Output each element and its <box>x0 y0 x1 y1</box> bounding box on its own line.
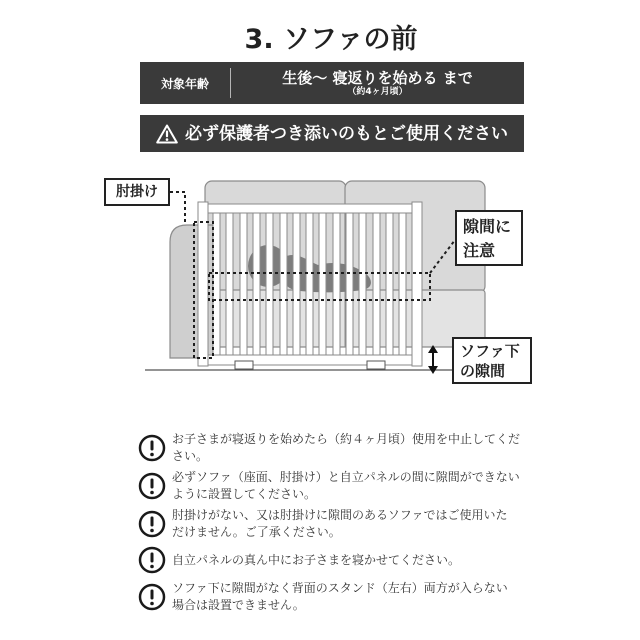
gate-top-rail <box>198 204 422 213</box>
gate-post-right <box>412 202 422 366</box>
gate-bar <box>280 213 287 355</box>
exclamation-circle-icon <box>138 472 166 500</box>
gate-bar <box>306 213 313 355</box>
target-age-banner <box>140 62 524 104</box>
exclamation-circle-icon <box>138 434 166 462</box>
note-text <box>172 431 520 465</box>
warning-triangle-icon <box>156 124 178 144</box>
gap-caution-callout-line: 隙間に <box>463 217 512 236</box>
gate-bar <box>293 213 300 355</box>
note-line: お子さまが寝返りを始めたら（約４ヶ月頃）使用を中止してくだ <box>172 432 521 446</box>
note-text <box>172 552 460 569</box>
gate-bar <box>333 213 340 355</box>
under-sofa-gap-callout-line: の隙間 <box>460 362 506 380</box>
caution-text: 必ず保護者つき添いのもとご使用ください <box>185 123 508 144</box>
gate-bar <box>386 213 393 355</box>
gate-bottom-rail <box>198 355 422 365</box>
gate-post-left <box>198 202 208 366</box>
gate-bar <box>213 213 220 355</box>
gate-bar <box>399 213 406 355</box>
note-line: 自立パネルの真ん中にお子さまを寝かせてください。 <box>172 552 461 567</box>
note-item <box>138 580 508 614</box>
under-sofa-gap-callout-line: ソファ下 <box>460 342 520 360</box>
gate-bar <box>240 213 247 355</box>
caution-banner <box>140 115 524 152</box>
exclamation-circle-icon <box>138 510 166 538</box>
gate-bar <box>266 213 273 355</box>
note-line: ように設置してください。 <box>172 487 317 501</box>
note-line: 肘掛けがない、又は肘掛けに隙間のあるソファではご使用いた <box>172 508 508 522</box>
note-line: ソファ下に隙間がなく背面のスタンド（左右）両方が入らない <box>172 581 508 595</box>
exclamation-circle-icon <box>138 546 166 574</box>
gate-bar <box>319 213 326 355</box>
gate-foot-left <box>235 361 253 369</box>
note-text <box>172 469 520 503</box>
note-line: 場合は設置できません。 <box>172 598 305 612</box>
gate-bar <box>226 213 233 355</box>
note-line: 必ずソファ（座面、肘掛け）と自立パネルの間に隙間ができない <box>172 470 520 484</box>
gate-foot-right <box>367 361 385 369</box>
gap-caution-callout <box>455 210 523 266</box>
note-line: だけません。ご了承ください。 <box>172 525 341 539</box>
page-title: 3. ソファの前 <box>244 24 418 55</box>
target-age-note: （約4ヶ月頃） <box>347 86 408 97</box>
note-text <box>172 507 508 541</box>
note-item <box>138 469 520 503</box>
gate-panel <box>198 202 422 369</box>
armrest-callout: 肘掛け <box>104 178 170 206</box>
gap-caution-callout-line: 注意 <box>463 241 496 260</box>
gate-bar <box>373 213 380 355</box>
note-text <box>172 580 508 614</box>
note-item <box>138 431 520 465</box>
gate-bar <box>253 213 260 355</box>
note-line: さい。 <box>172 449 209 463</box>
exclamation-circle-icon <box>138 583 166 611</box>
target-age-value: 生後～ 寝返りを始める まで <box>282 68 473 87</box>
under-sofa-gap-callout <box>452 337 532 384</box>
target-age-label: 対象年齢 <box>160 76 209 91</box>
gate-bar <box>346 213 353 355</box>
note-item <box>138 507 508 541</box>
armrest-leader <box>170 192 185 222</box>
gate-bar <box>359 213 366 355</box>
note-item <box>138 546 460 574</box>
target-age-value-block <box>231 62 524 104</box>
